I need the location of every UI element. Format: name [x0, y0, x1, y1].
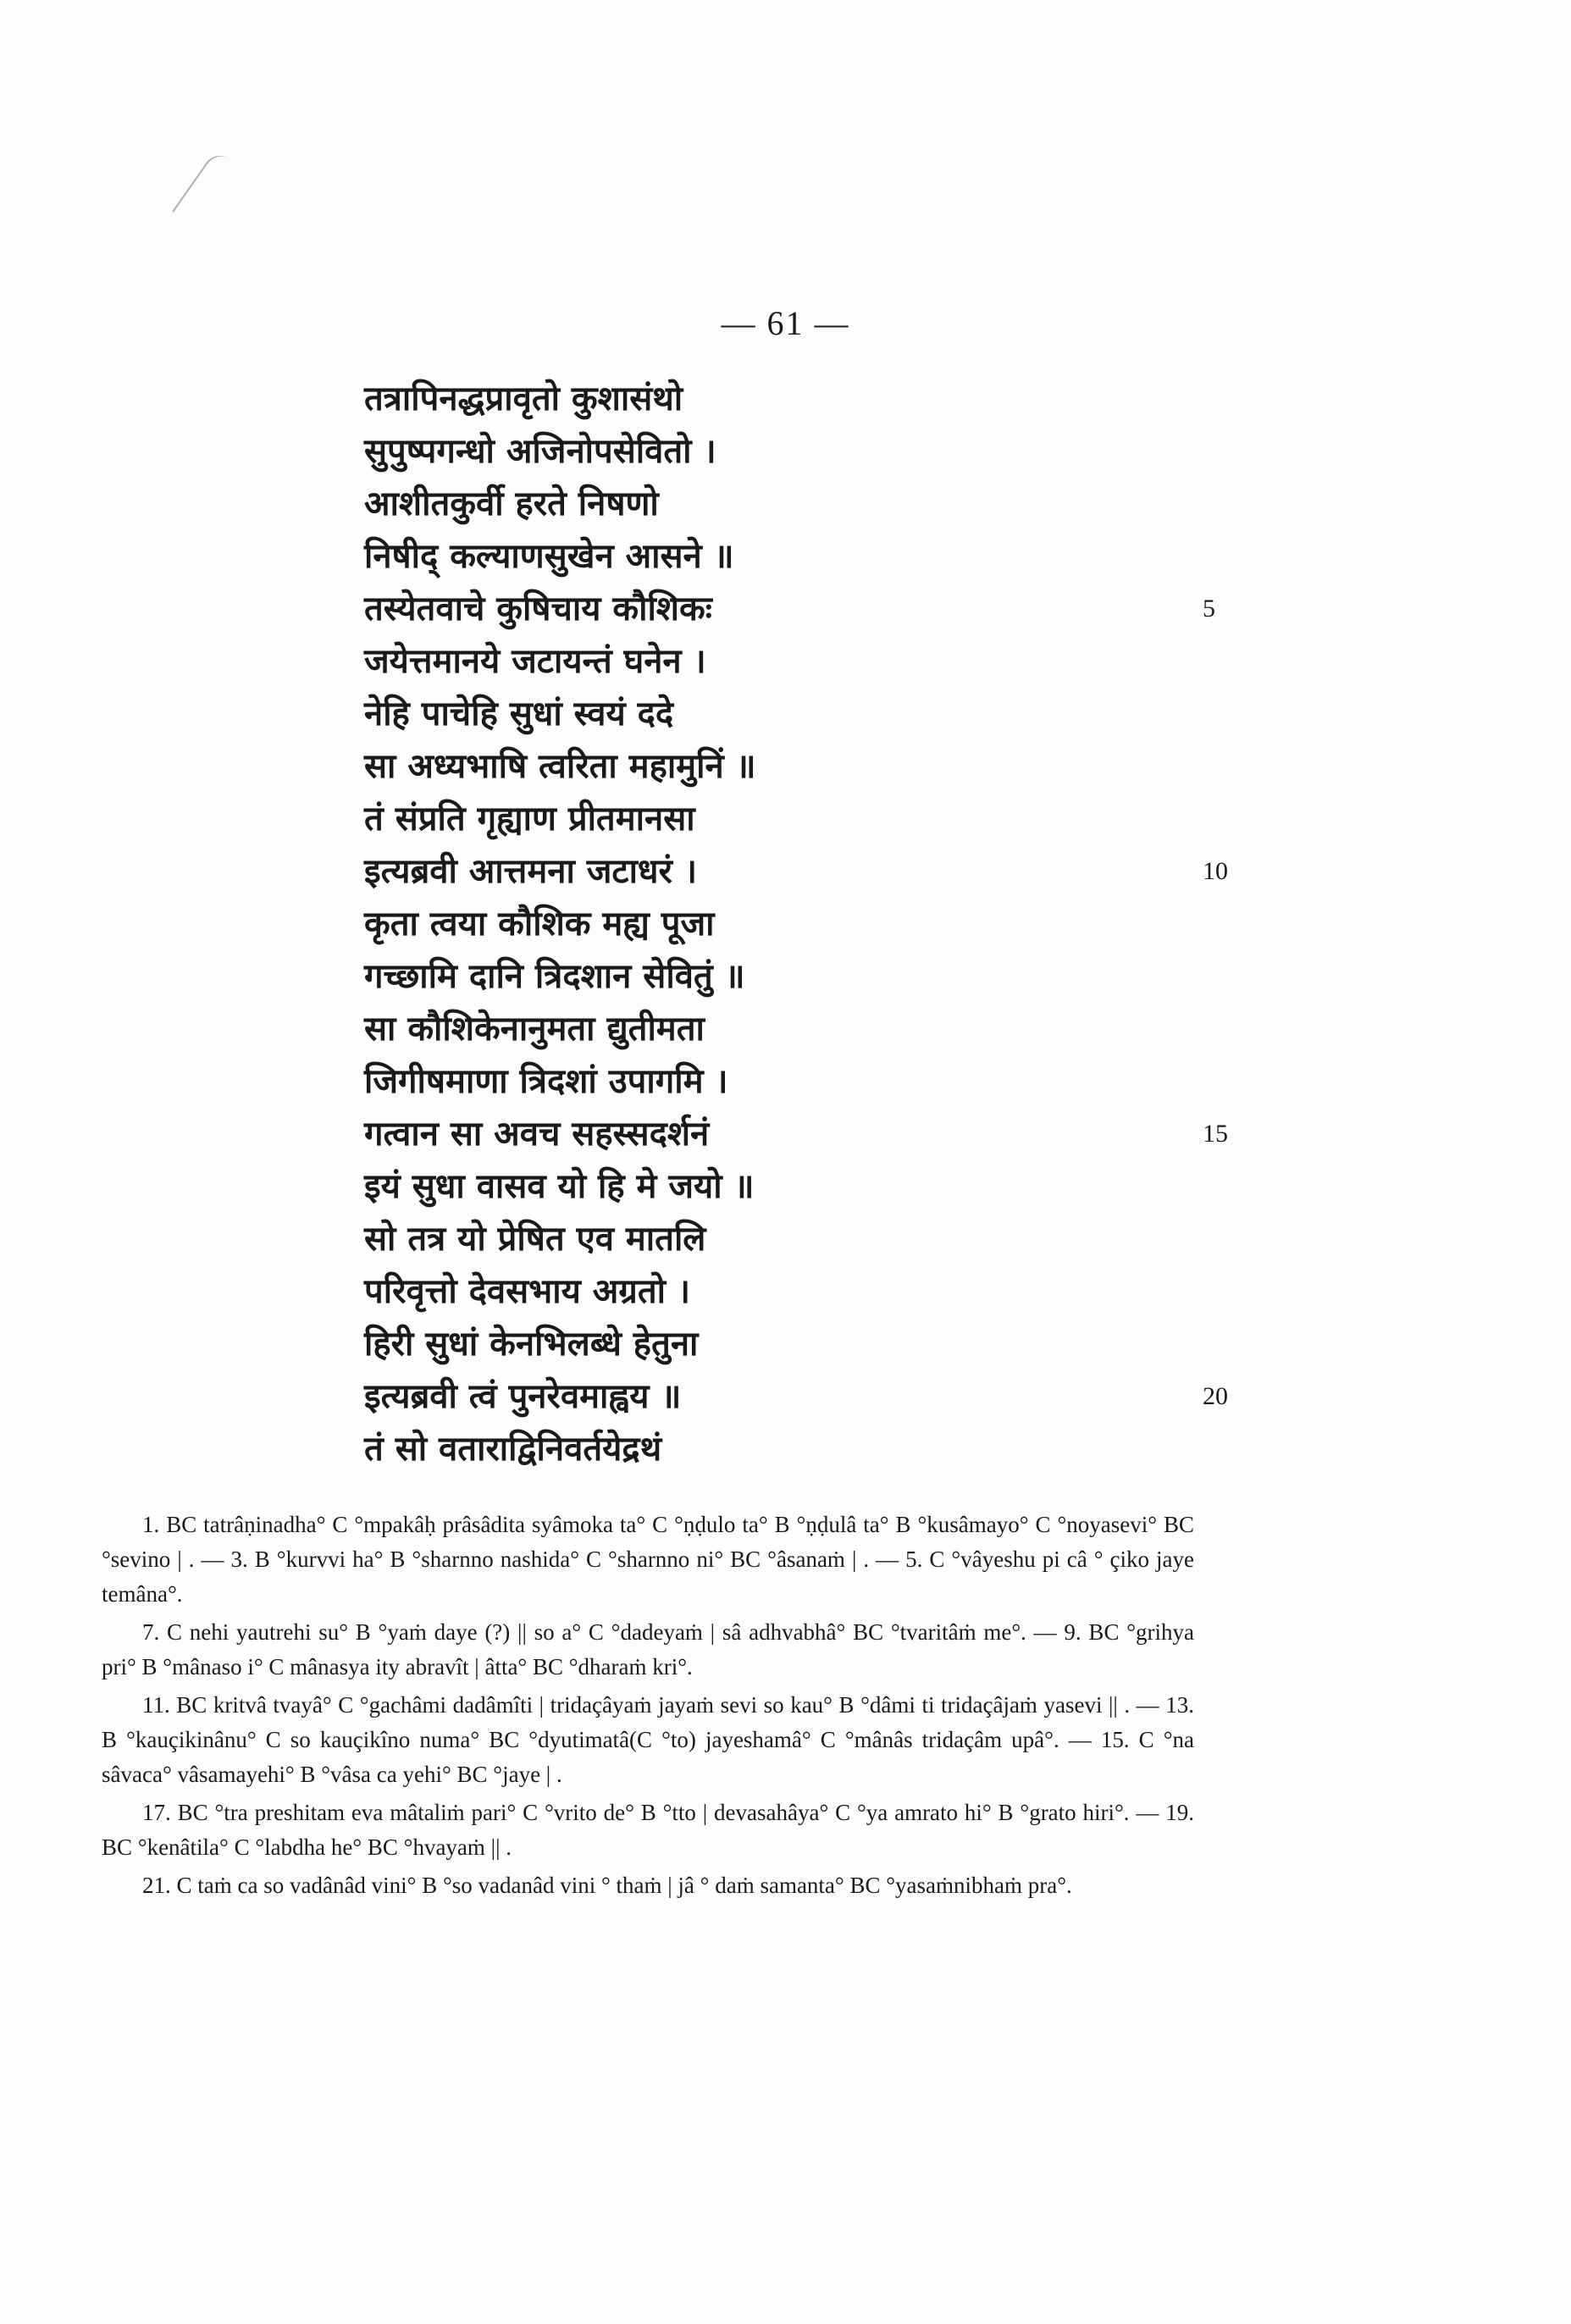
- verse-line: इत्यब्रवी त्वं पुनरेवमाह्वय ॥ 20: [364, 1370, 1380, 1423]
- verse-line: जयेत्तमानये जटायन्तं घनेन ।: [364, 642, 706, 681]
- verse-line: नेहि पाचेहि सुधां स्वयं ददे: [364, 694, 674, 733]
- verse-line: गत्वान सा अवच सहस्सदर्शनं 15: [364, 1108, 1380, 1160]
- verse-line: इयं सुधा वासव यो हि मे जयो ॥: [364, 1167, 755, 1206]
- verse-line: तत्रापिनद्धप्रावृतो कुशासंथो: [364, 379, 683, 418]
- verse-line: कृता त्वया कौशिक मह्य पूजा: [364, 905, 715, 943]
- verse-line: तं संप्रति गृह्याण प्रीतमानसा: [364, 800, 695, 838]
- verse-line: परिवृत्तो देवसभाय अग्रतो ।: [364, 1272, 691, 1311]
- verse-line: गच्छामि दानि त्रिदशान सेवितुं ॥: [364, 957, 745, 996]
- verse-line: जिगीषमाणा त्रिदशां उपागमि ।: [364, 1062, 728, 1101]
- verse-line: सा अध्यभाषि त्वरिता महामुनिं ॥: [364, 747, 756, 786]
- line-number: 15: [1203, 1120, 1228, 1148]
- verse-line: आशीतकुर्वी हरते निषणो: [364, 484, 659, 523]
- verse-line: सुपुष्पगन्धो अजिनोपसेवितो ।: [364, 432, 716, 471]
- footnote: 11. BC kritvâ tvayâ° C °gachâmi dadâmîti | tridaçâyaṁ jayaṁ sevi so kau° B °dâmi ti tridaçâjaṁ yasevi || . — 13. B °kauçikinânu° C so kauçikîno numa° BC °dyutimatâ(C °to) jayeshamâ° C °mânâs tridaçâm upâ°. — 15. C °na sâvaca° vâsamayehi° B °vâsa ca yehi° BC °jaye | .: [102, 1692, 1194, 1787]
- verse-line: हिरी सुधां केनभिलब्धे हेतुना: [364, 1325, 699, 1364]
- page-number: — 61 —: [721, 304, 850, 342]
- verse-line: सो तत्र यो प्रेषित एव मातलि: [364, 1220, 706, 1259]
- line-number: 5: [1203, 595, 1215, 622]
- line-number: 10: [1203, 857, 1228, 885]
- verse-line: तस्येतवाचे कुषिचाय कौशिकः 5: [364, 583, 1380, 635]
- line-number: 20: [1203, 1382, 1228, 1410]
- footnote: 17. BC °tra preshitam eva mâtaliṁ pari° C °vrito de° B °tto | devasahâya° C °ya amrato hi° B °grato hiri°. — 19. BC °kenâtila° C °labdha he° BC °hvayaṁ || .: [102, 1800, 1194, 1860]
- footnotes: [102, 1508, 1194, 1906]
- verse-line: तं सो वताराद्विनिवर्तयेद्रथं: [364, 1430, 662, 1469]
- footnote: 7. C nehi yautrehi su° B °yaṁ daye (?) || so a° C °dadeyaṁ | sâ adhvabhâ° BC °tvaritâṁ me°. — 9. BC °grihya pri° B °mânaso i° C mânasya ity abravît | âtta° BC °dharaṁ kri°.: [102, 1619, 1194, 1679]
- verse-line: निषीद् कल्याणसुखेन आसने ॥: [364, 537, 734, 576]
- verse-line: इत्यब्रवी आत्तमना जटाधरं । 10: [364, 845, 1380, 898]
- footnote: 21. C taṁ ca so vadânâd vini° B °so vadanâd vini ° thaṁ | jâ ° daṁ samanta° BC °yasaṁnibhaṁ pra°.: [142, 1873, 1072, 1898]
- footnote: 1. BC tatrâṇinadha° C °mpakâḥ prâsâdita syâmoka ta° C °ṇḍulo ta° B °ṇḍulâ ta° B °kusâmayo° C °noyasevi° BC °sevino | . — 3. B °kurvvi ha° B °sharnno nashida° C °sharnno ni° BC °âsanaṁ | . — 5. C °vâyeshu pi câ ° çiko jaye temâna°.: [102, 1512, 1194, 1607]
- verse-block: [364, 373, 1380, 1475]
- verse-line: सा कौशिकेनानुमता द्युतीमता: [364, 1010, 705, 1049]
- stray-pen-mark: [172, 149, 245, 232]
